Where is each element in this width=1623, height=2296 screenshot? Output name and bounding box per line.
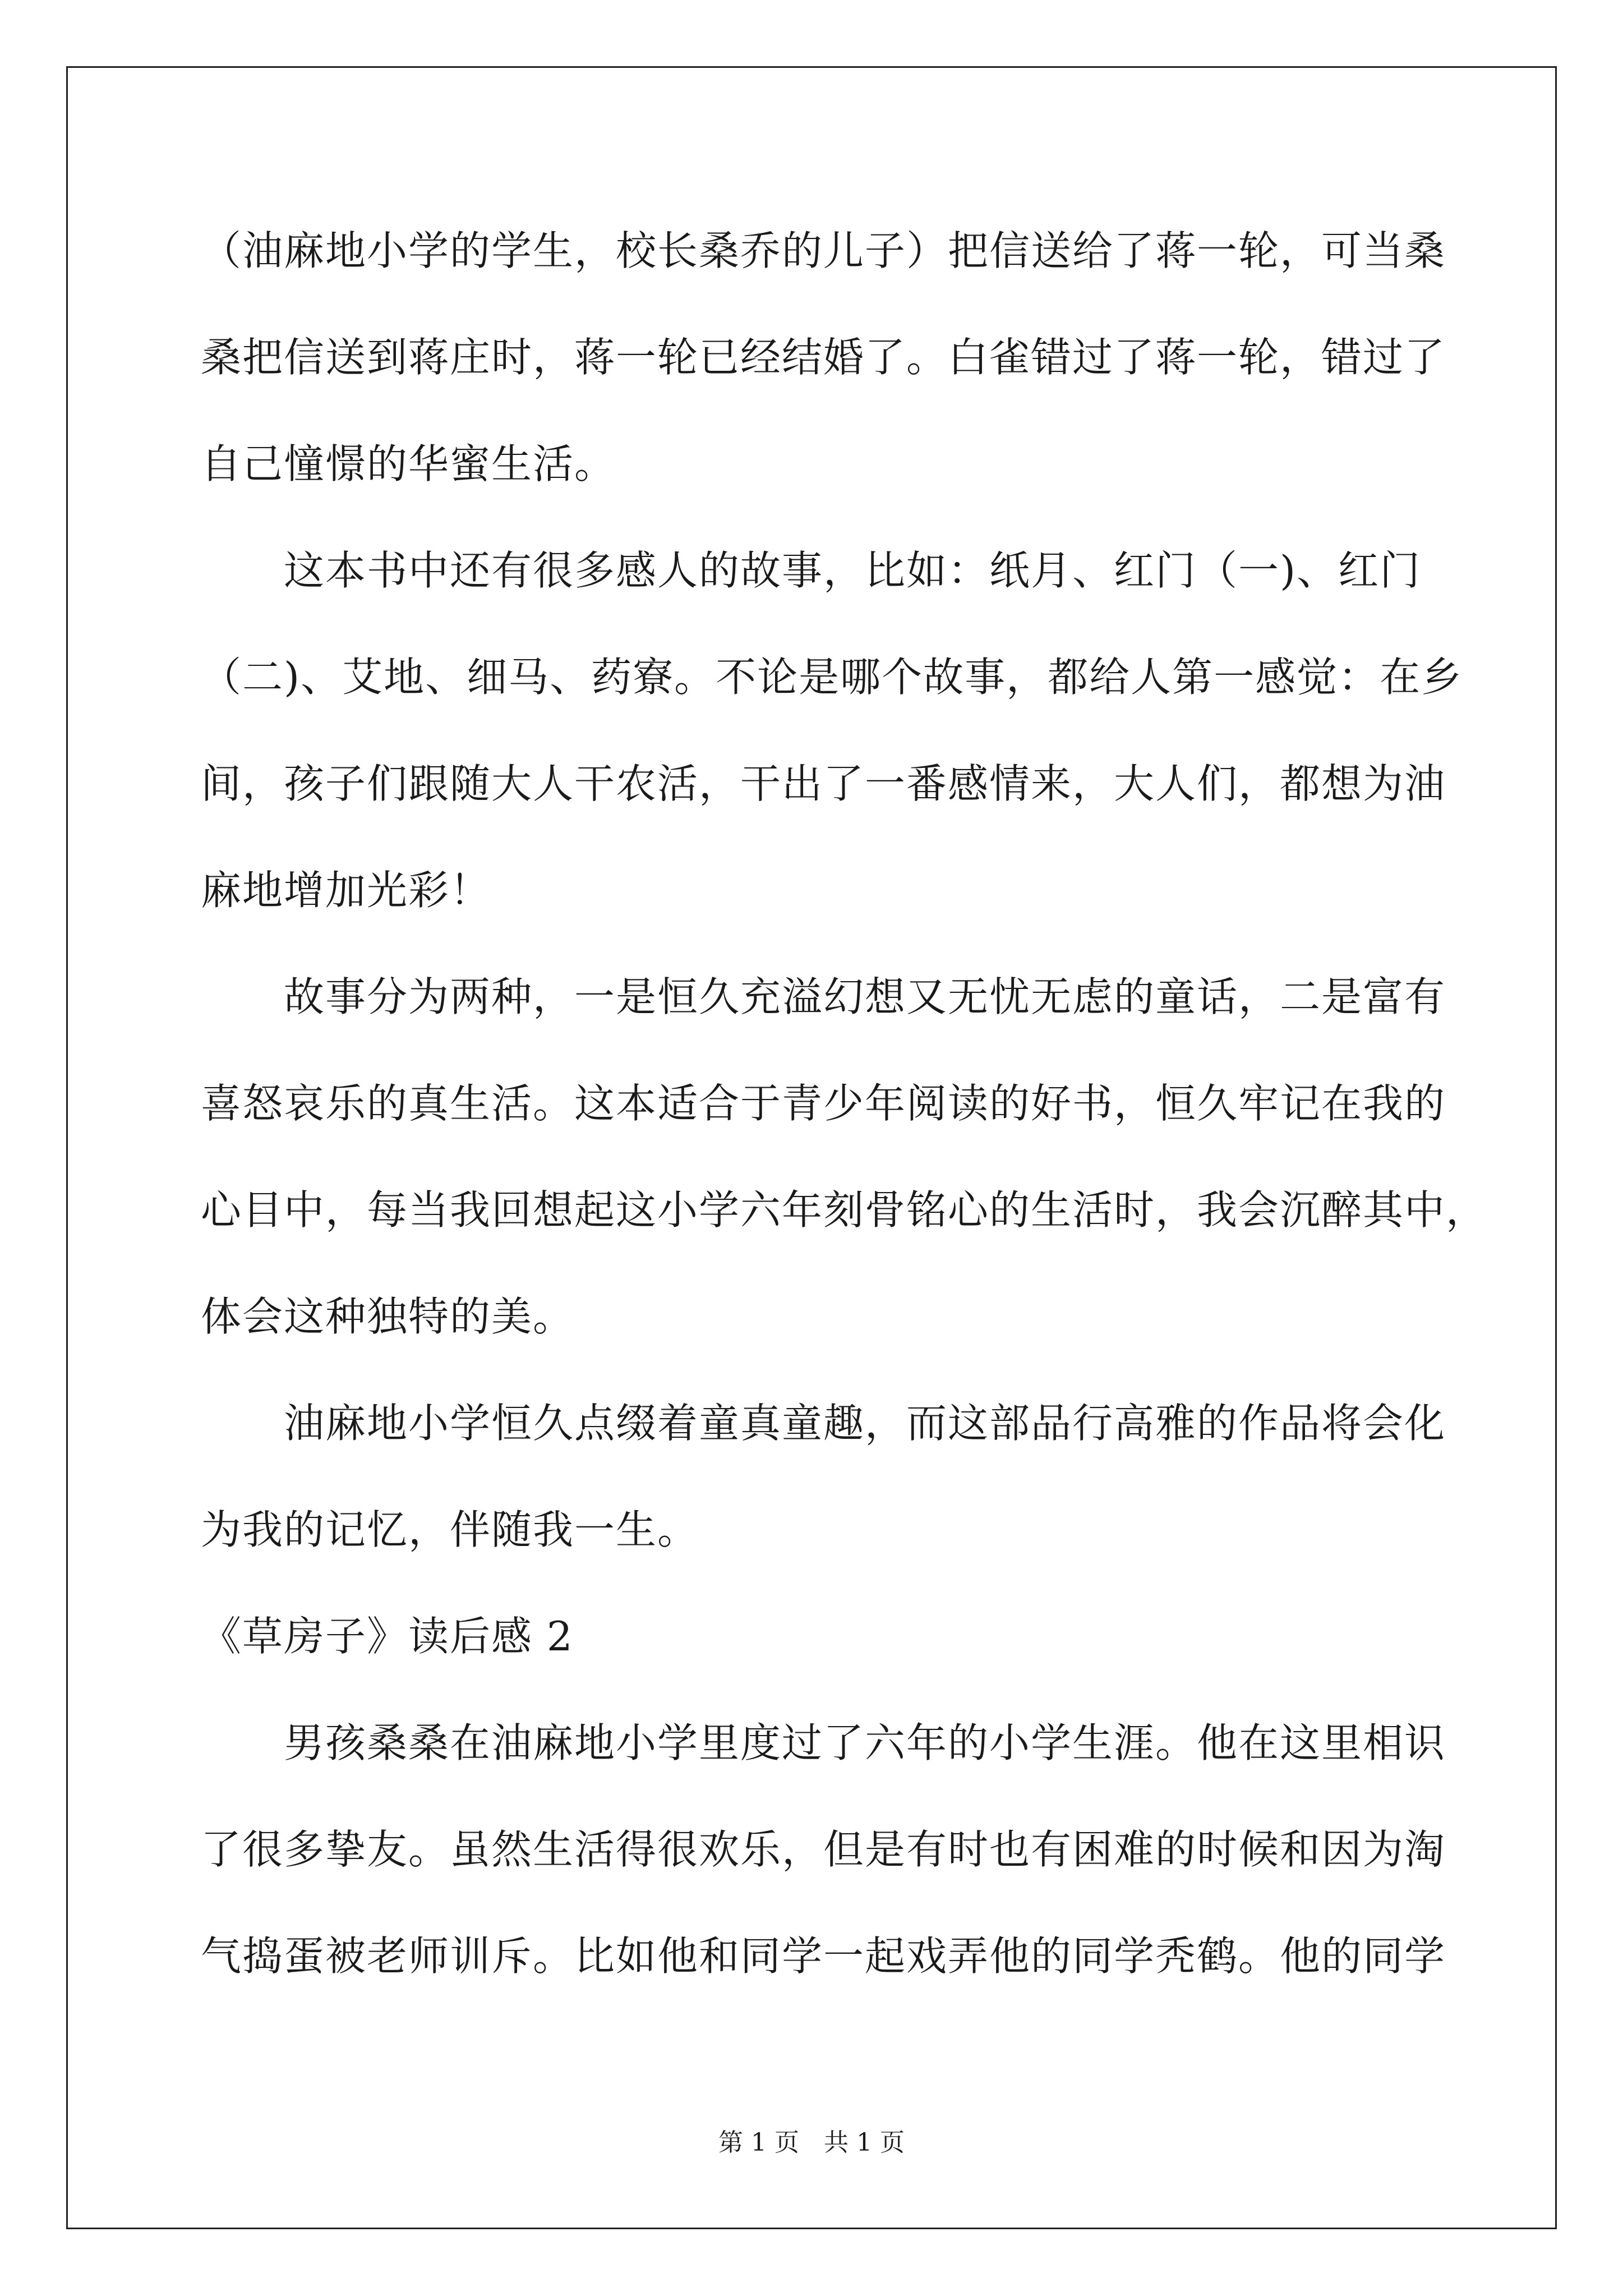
paragraph-start-line: 故事分为两种，一是恒久充溢幻想又无忧无虑的童话，二是富有 [284, 973, 1446, 1020]
text-line: 喜怒哀乐的真生活。这本适合于青少年阅读的好书，恒久牢记在我的 [201, 1080, 1446, 1127]
page-footer: 第 1 页 共 1 页 [718, 2128, 905, 2157]
text-line: 气捣蛋被老师训斥。比如他和同学一起戏弄他的同学秃鹤。他的同学 [201, 1932, 1446, 1980]
text-line: 麻地增加光彩！ [201, 867, 492, 914]
text-line: 心目中，每当我回想起这小学六年刻骨铭心的生活时，我会沉醉其中， [201, 1186, 1488, 1234]
text-line: 桑把信送到蒋庄时，蒋一轮已经结婚了。白雀错过了蒋一轮，错过了 [201, 334, 1446, 381]
paragraph-start-line: 这本书中还有很多感人的故事，比如：纸月、红门（一)、红门 [284, 547, 1422, 594]
section-heading: 《草房子》读后感 2 [201, 1613, 574, 1660]
document-body [201, 214, 1488, 2026]
text-line: 体会这种独特的美。 [201, 1293, 575, 1340]
paragraph-start-line: 男孩桑桑在油麻地小学里度过了六年的小学生涯。他在这里相识 [284, 1719, 1446, 1766]
text-line: 为我的记忆，伴随我一生。 [201, 1506, 699, 1553]
text-line: 了很多挚友。虽然生活得很欢乐，但是有时也有困难的时候和因为淘 [201, 1826, 1446, 1873]
text-line: （二)、艾地、细马、药寮。不论是哪个故事，都给人第一感觉：在乡 [201, 654, 1463, 701]
text-line: （油麻地小学的学生，校长桑乔的儿子）把信送给了蒋一轮，可当桑 [201, 227, 1446, 274]
text-line: 间，孩子们跟随大人干农活，干出了一番感情来，大人们，都想为油 [201, 760, 1446, 807]
paragraph-start-line: 油麻地小学恒久点缀着童真童趣，而这部品行高雅的作品将会化 [284, 1400, 1446, 1447]
text-line: 自己憧憬的华蜜生活。 [201, 440, 616, 487]
